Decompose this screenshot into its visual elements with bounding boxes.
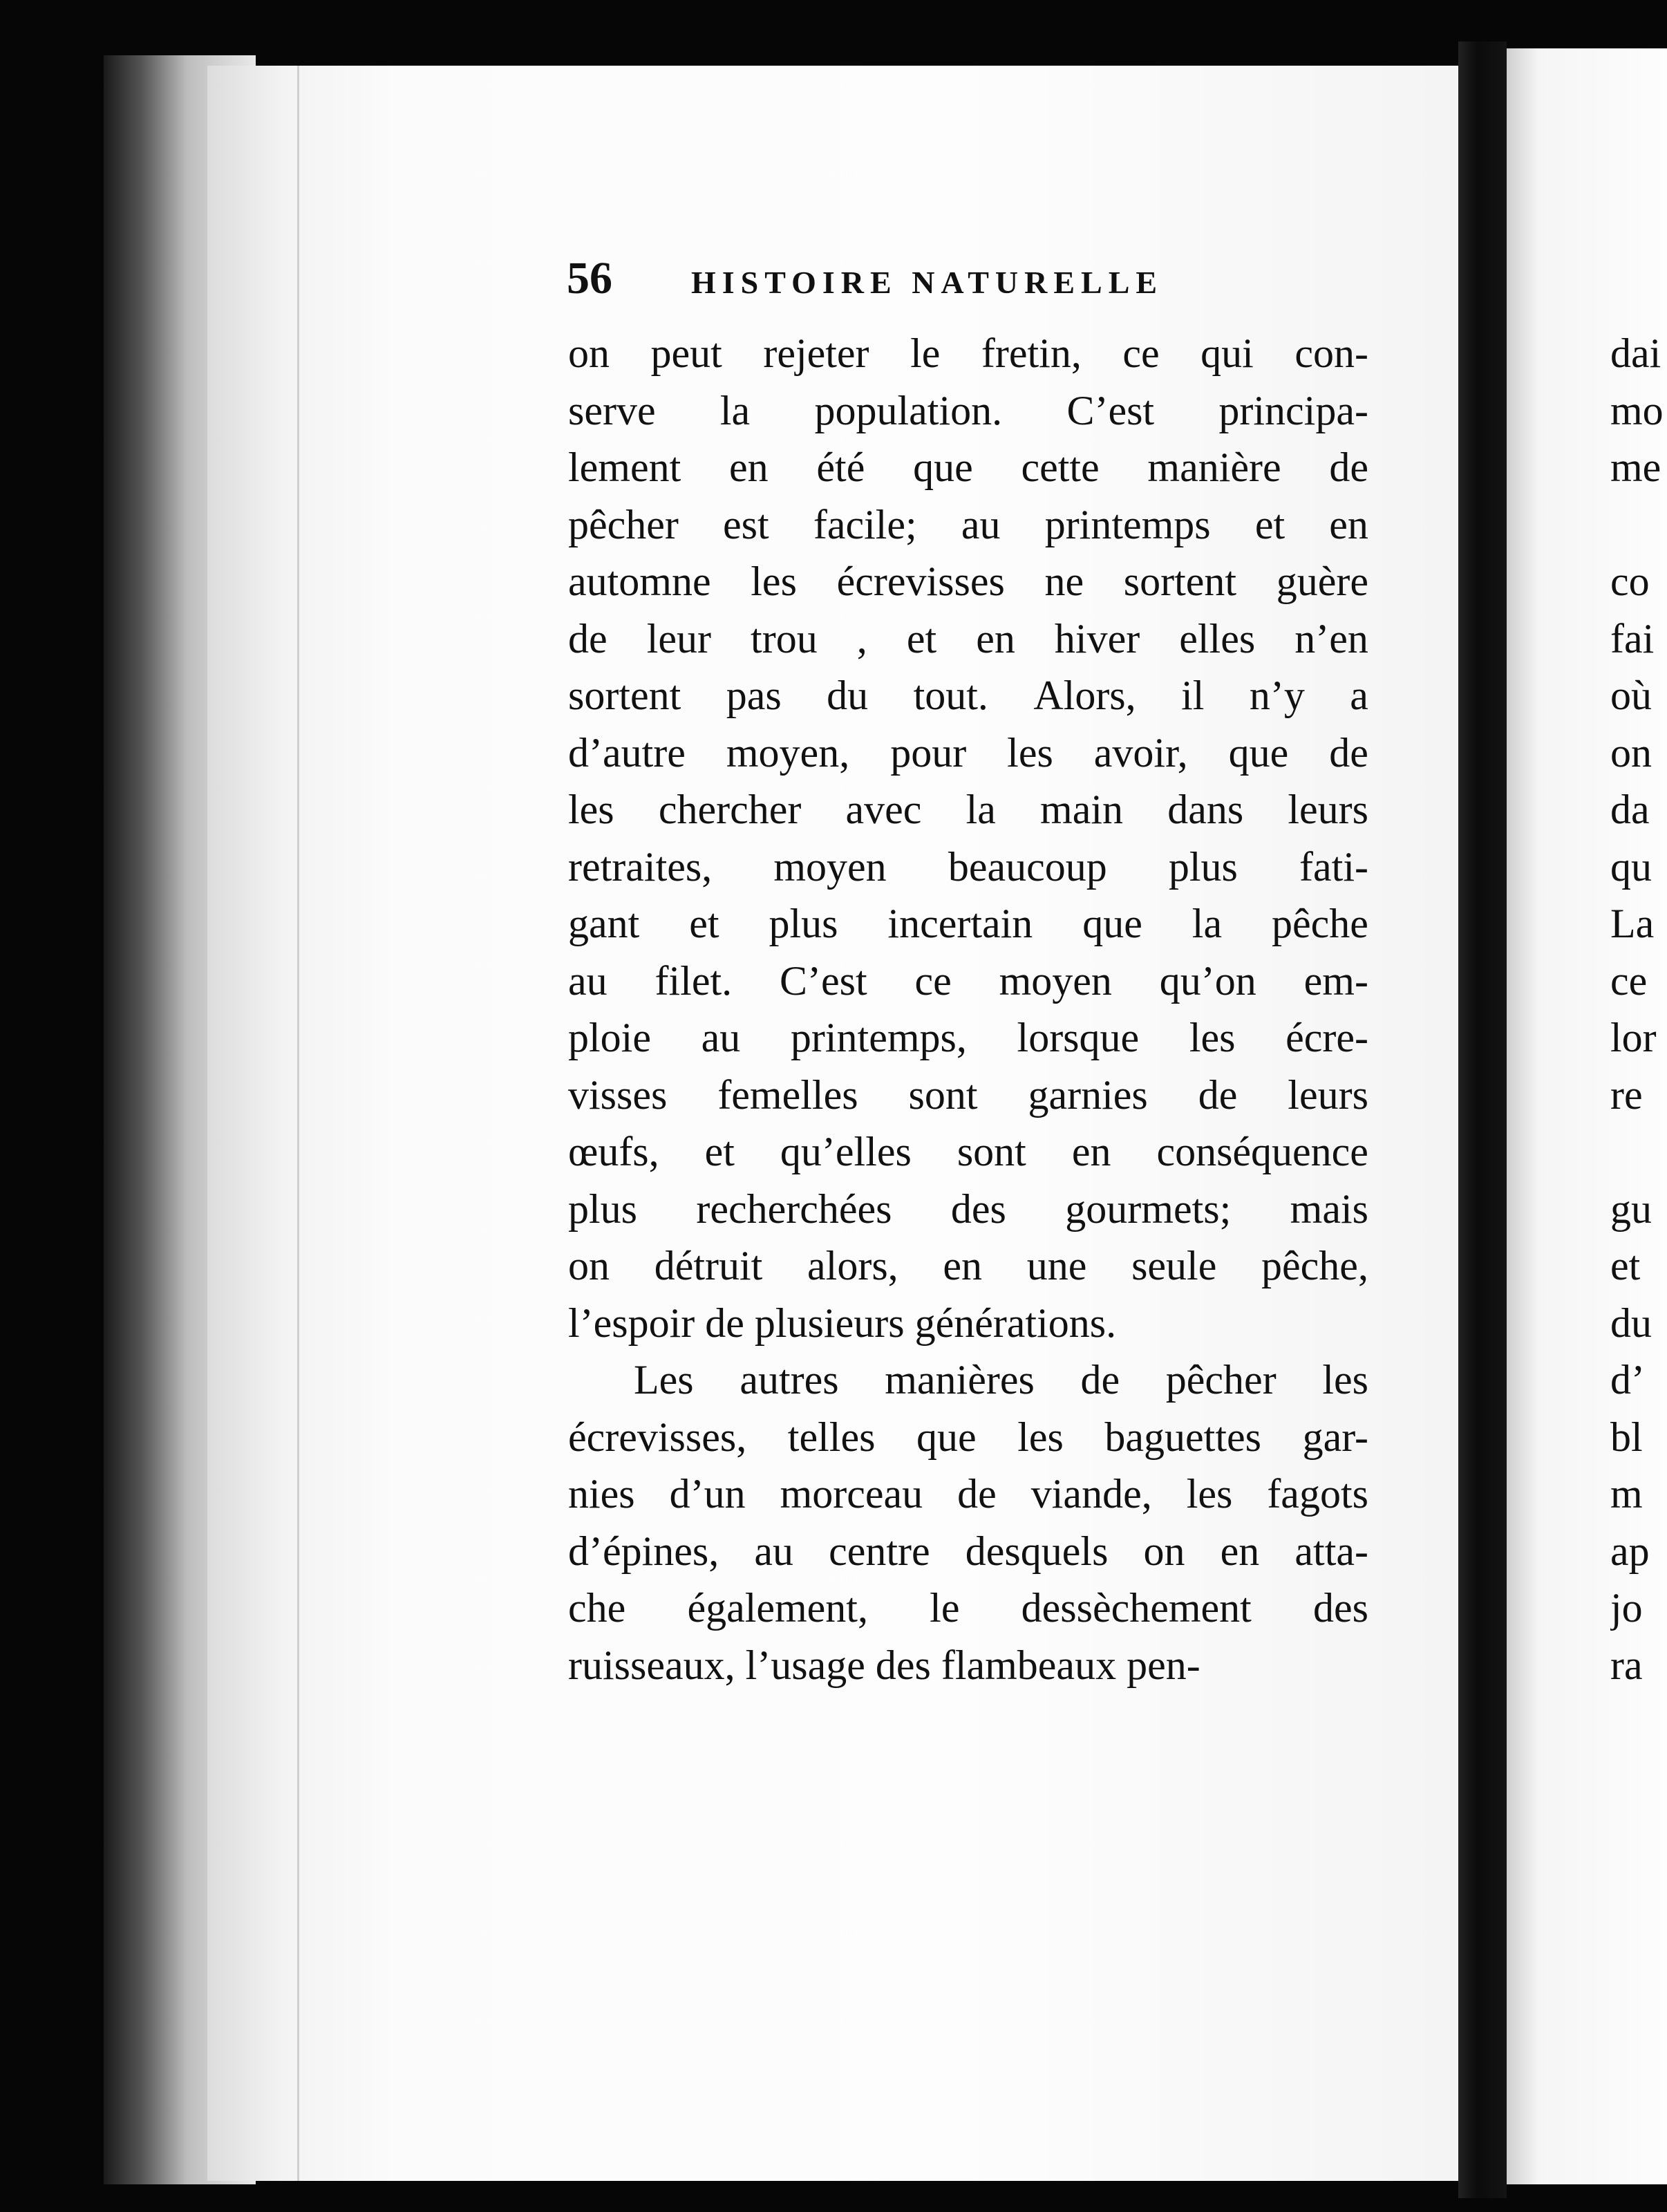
text-line: plus recherchées des gourmets; mais [568, 1185, 1368, 1232]
running-head-title: HISTOIRE NATURELLE [691, 265, 1164, 300]
text-line: ploie au printemps, lorsque les écre- [568, 1015, 1368, 1060]
text-line: d’épines, au centre desquels on en atta- [568, 1528, 1368, 1574]
text-line: Les autres manières de pêcher les [634, 1357, 1368, 1403]
text-line: on détruit alors, en une seule pêche, [568, 1243, 1368, 1288]
text-line: œufs, et qu’elles sont en conséquence [568, 1129, 1368, 1174]
text-line: on peut rejeter le fretin, ce qui con- [568, 330, 1368, 376]
facing-page-fragment [1610, 496, 1667, 554]
book-gutter [1458, 41, 1507, 2198]
facing-page-fragment: jo [1610, 1585, 1643, 1631]
facing-page-fragment: ap [1610, 1528, 1650, 1574]
text-line: d’autre moyen, pour les avoir, que de [568, 729, 1368, 776]
text-line: automne les écrevisses ne sortent guère [568, 559, 1368, 604]
text-line: les chercher avec la main dans leurs [568, 787, 1368, 832]
facing-page-fragment: mo [1610, 387, 1664, 433]
facing-page-fragment: da [1610, 787, 1650, 832]
text-line: gant et plus incertain que la pêche [568, 901, 1368, 946]
facing-page-fragment: ce [1610, 957, 1648, 1004]
running-head [567, 252, 1258, 308]
facing-page-fragment: ra [1610, 1642, 1643, 1688]
facing-page-fragment: co [1610, 559, 1650, 604]
facing-page-fragment: lor [1610, 1015, 1657, 1060]
text-line: écrevisses, telles que les baguettes gar- [568, 1414, 1368, 1460]
facing-page-fragment: dai [1610, 330, 1661, 376]
facing-page-fragment: et [1610, 1243, 1641, 1288]
facing-page-text [1610, 325, 1667, 1694]
facing-page-fragment [1610, 1123, 1667, 1181]
text-line: au filet. C’est ce moyen qu’on em- [568, 957, 1368, 1004]
text-line: retraites, moyen beaucoup plus fati- [568, 843, 1368, 890]
text-line: serve la population. C’est principa- [568, 387, 1368, 433]
facing-page-fragment: qu [1610, 843, 1652, 890]
page-fold-line [297, 66, 299, 2181]
text-line: lement en été que cette manière de [568, 444, 1368, 490]
text-line: de leur trou , et en hiver elles n’en [568, 615, 1368, 662]
text-line: ruisseaux, l’usage des flambeaux pen- [568, 1642, 1200, 1688]
facing-page-fragment: où [1610, 673, 1652, 718]
facing-page-fragment: La [1610, 901, 1655, 946]
text-line: visses femelles sont garnies de leurs [568, 1071, 1368, 1118]
text-line: che également, le dessèchement des [568, 1585, 1368, 1631]
facing-page-fragment: on [1610, 729, 1652, 776]
facing-page-fragment: me [1610, 444, 1661, 490]
facing-page-fragment: fai [1610, 615, 1655, 662]
facing-page-fragment: d’ [1610, 1357, 1645, 1403]
page-number: 56 [567, 253, 612, 303]
text-line: sortent pas du tout. Alors, il n’y a [568, 673, 1368, 718]
text-line: pêcher est facile; au printemps et en [568, 501, 1368, 547]
text-line: l’espoir de plusieurs générations. [568, 1300, 1117, 1346]
facing-page-fragment: bl [1610, 1414, 1643, 1460]
facing-page-fragment: m [1610, 1471, 1643, 1517]
facing-page-fragment: du [1610, 1300, 1652, 1346]
facing-page-fragment: re [1610, 1071, 1643, 1118]
body-text [568, 325, 1368, 1694]
text-line: nies d’un morceau de viande, les fagots [568, 1471, 1368, 1517]
facing-page-fragment: gu [1610, 1185, 1652, 1232]
